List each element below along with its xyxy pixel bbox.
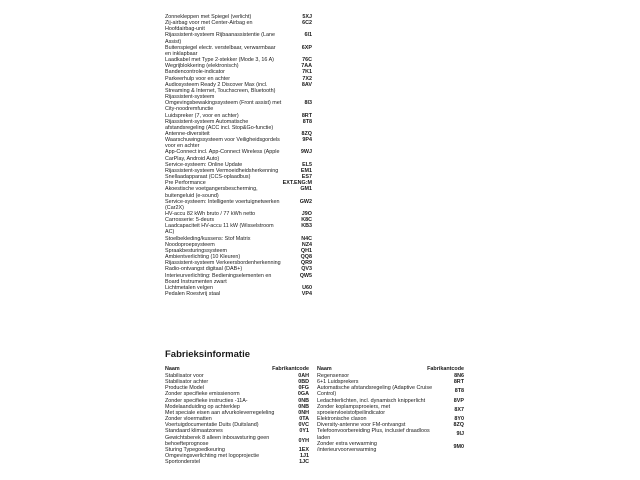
option-row — [317, 441, 464, 453]
option-code: EL5 — [302, 161, 312, 168]
option-row — [165, 82, 312, 94]
option-code: 1EX — [298, 446, 309, 453]
section-title: Fabrieksinformatie — [165, 349, 250, 360]
option-code: 8ZQ — [453, 422, 464, 429]
factory-column-left — [165, 366, 309, 465]
option-code: 0NB — [298, 403, 309, 410]
option-name: Luidspreker (7, voor en achter) — [165, 112, 239, 119]
option-name: Sturing Typegoedkeuring — [165, 446, 225, 453]
option-code: 76C — [302, 57, 312, 64]
option-name: Akoestische voetgangersbescherming, buitengeluid (e-sound) — [165, 186, 258, 199]
option-row — [317, 404, 464, 416]
option-name: Standaard klimaatzones — [165, 428, 223, 435]
option-code: U60 — [302, 284, 312, 291]
option-name: Stoelbekleding/kussens: Stof Matrix — [165, 235, 251, 242]
option-code: 8RT — [301, 112, 312, 119]
option-code: QR9 — [300, 260, 312, 267]
option-name: Zonder koplampsproeiers, met sproeiervloeistofpeilindicator — [317, 403, 391, 416]
option-name: Parkeerhulp voor en achter — [165, 75, 231, 82]
option-code: 1JC — [299, 459, 309, 466]
option-code: J9O — [301, 211, 312, 217]
option-code: QV3 — [301, 266, 312, 273]
option-row — [165, 45, 312, 57]
option-name: Pre Performance — [165, 180, 206, 187]
option-code: 8AV — [301, 81, 312, 88]
option-code: K8C — [301, 217, 312, 224]
option-code: 0NB — [298, 397, 309, 404]
option-row — [165, 199, 312, 211]
option-row — [165, 186, 312, 198]
option-name: Sportonderstel — [165, 459, 201, 466]
header-code: Fabrikantcode — [272, 366, 309, 372]
option-row — [165, 119, 312, 131]
option-code: 6I1 — [304, 32, 312, 39]
option-code: EXT.ENG:M — [282, 180, 312, 187]
option-code: 9M0 — [453, 443, 464, 450]
option-name: 6+1 Luidsprekers — [317, 379, 359, 386]
option-name: Omgevingsbewakingssysteem (Front assist) met City-noodremfunctie — [165, 100, 282, 113]
option-name: Waarschuwingssysteem voor Veiligheidsgordels voor en achter — [165, 137, 280, 150]
option-code: 9WJ — [300, 149, 312, 156]
option-name: Carrosserie: 5-deurs — [165, 217, 215, 224]
option-row — [165, 137, 312, 149]
option-code: 0AH — [298, 373, 309, 379]
option-name: Zonder specifieke emissienorm — [165, 391, 240, 398]
factory-column-right — [317, 366, 464, 453]
option-code: QH1 — [300, 247, 312, 254]
option-code: 9P4 — [302, 137, 312, 144]
option-name: Ledachterlichten, incl. dynamisch knipperlicht — [317, 397, 426, 404]
option-code: 8N6 — [454, 373, 464, 379]
option-name: Zonnekleppen met Spiegel (verlicht) — [165, 14, 252, 20]
option-name: Stabilisator voor — [165, 373, 204, 379]
option-name: Service-systeem: Intelligente voertuignetwerken (Car2X) — [165, 198, 280, 211]
option-code: 7X2 — [302, 75, 312, 82]
option-name: Laadkabel met Type 2-stekker (Mode 3, 16 A) — [165, 57, 274, 64]
option-code: QW5 — [299, 272, 312, 279]
option-code: N4C — [301, 235, 312, 242]
option-name: Zonder extra verwarming /interieurvoorverwarming — [317, 440, 377, 453]
option-name: Telefoonvoorbereiding Plus, inclusief draadloos laden — [317, 428, 430, 441]
option-row — [165, 32, 312, 44]
option-name: App-Connect incl. App-Connect Wireless (Apple CarPlay, Android Auto) — [165, 149, 280, 162]
option-row — [165, 435, 309, 447]
option-code: 0FG — [298, 385, 309, 392]
option-code: 8T8 — [454, 388, 464, 395]
option-code: GM1 — [300, 186, 312, 193]
option-code: 7AA — [301, 63, 312, 70]
option-name: Diversity-antenne voor FM-ontvangst — [317, 422, 406, 429]
option-code: 9IJ — [456, 431, 464, 438]
option-name: Modelaanduiding op achterklep — [165, 403, 240, 410]
option-code: KB3 — [301, 223, 312, 230]
option-name: Gewichtsberek 8 alleen inbouwsturing geen behoefteprognose — [165, 434, 270, 447]
option-name: HV-accu 82 kWh bruto / 77 kWh netto — [165, 211, 256, 217]
option-code: 8VP — [453, 397, 464, 404]
option-row — [165, 459, 309, 465]
option-code: 0NH — [298, 409, 309, 416]
option-code: QQ8 — [300, 254, 312, 261]
header-name: Naam — [317, 366, 332, 372]
option-name: Zonder vloermatten — [165, 416, 212, 423]
option-code: 6XP — [301, 44, 312, 51]
option-name: Ambientverlichting (10 Kleuren) — [165, 254, 241, 261]
option-name: Spraakbesturingssysteem — [165, 247, 228, 254]
option-code: 5XJ — [302, 14, 312, 20]
header-code: Fabrikantcode — [427, 366, 464, 372]
option-code: 8Y0 — [454, 416, 464, 423]
option-row — [165, 291, 312, 297]
factory-header — [317, 366, 464, 373]
option-code: ES7 — [301, 174, 312, 181]
option-name: Stabilisator achter — [165, 379, 209, 386]
option-name: Rijassistent-systeem Vermoeidheidsherkenning — [165, 167, 279, 174]
option-row — [165, 273, 312, 285]
option-name: Rijassistent-systeem Verkeersbordenherkenning — [165, 260, 281, 267]
option-code: 8ZQ — [301, 130, 312, 137]
option-name: Pedalen Roestvrij staal — [165, 291, 221, 298]
option-name: Rijassistent-systeem Automatische afstandsregeling (ACC incl. Stop&Go-functie) — [165, 118, 274, 131]
option-code: 8X7 — [454, 406, 464, 413]
option-name: Radio-ontvangst digitaal (DAB+) — [165, 266, 243, 273]
option-code: 0GA — [297, 391, 309, 398]
option-name: Snellaadapparaat (CCS-oplaadbus) — [165, 174, 251, 181]
option-name: Buitenspiegel electr. verstelbaar, verwarmbaar en inklapbaar — [165, 44, 276, 57]
option-name: Productie Model — [165, 385, 204, 392]
option-name: Elektronische claxon — [317, 416, 367, 423]
header-name: Naam — [165, 366, 180, 372]
option-row — [165, 100, 312, 112]
option-name: Wegrijblokkering (elektronisch) — [165, 63, 239, 70]
option-name: Service-systeem: Online Update — [165, 161, 243, 168]
option-name: Zij-airbag voor met Center-Airbag en Hoofdairbag-unit — [165, 20, 253, 33]
factory-header — [165, 366, 309, 373]
option-code: 0VC — [298, 422, 309, 429]
option-code: 8RT — [453, 379, 464, 386]
option-code: 8I3 — [304, 100, 312, 107]
option-row — [317, 385, 464, 397]
option-name: Rijassistent-systeem — [165, 94, 215, 101]
option-name: Omgevingsverlichting met logoprojectie — [165, 453, 260, 460]
options-list — [165, 14, 312, 297]
option-code: VP4 — [301, 291, 312, 298]
option-name: Noodoproepsysteem — [165, 241, 215, 248]
option-code: 0TA — [299, 416, 309, 423]
option-row — [165, 223, 312, 235]
option-code: 1J1 — [300, 453, 309, 460]
option-code: 0YH — [298, 437, 309, 444]
option-name: Regensensor — [317, 373, 350, 379]
option-name: Zonder specifieke instructies -11A- — [165, 397, 248, 404]
option-code: EM1 — [300, 167, 312, 174]
option-code: 8T8 — [302, 118, 312, 125]
option-name: Laadcapaciteit HV-accu 11 kW (Wisselstroom AC) — [165, 223, 274, 236]
option-row — [165, 149, 312, 161]
option-row — [165, 20, 312, 32]
option-code: 0Y1 — [299, 428, 309, 435]
option-code: NZ4 — [301, 241, 312, 248]
option-code: 0BD — [298, 379, 309, 386]
option-name: Bandencontrole-indicator — [165, 69, 225, 76]
option-name: Audiosysteem Ready 2 Discover Max (incl. Streaming & Internet, Touchscreen, Bluetooth) — [165, 81, 276, 94]
option-name: Automatische afstandsregeling (Adaptive Cruise Control) — [317, 385, 433, 398]
option-name: Rijassistent-systeem Rijbaanassistentie (Lane Assist) — [165, 32, 275, 45]
option-row — [317, 428, 464, 440]
option-code: 6C2 — [302, 20, 312, 27]
option-code: 7K1 — [302, 69, 312, 76]
option-name: Met speciale eisen aan afvurkoleverregeleling — [165, 409, 275, 416]
option-name: Lichtmetalen velgen — [165, 284, 213, 291]
option-name: Antenne-diversiteit — [165, 130, 210, 137]
option-name: Interieurverlichting: Bedieningselementen en Board Instrumenten zwart — [165, 272, 272, 285]
option-name: Voertuigdocumentatie Duits (Duitsland) — [165, 422, 259, 429]
option-code: GW2 — [299, 198, 312, 205]
